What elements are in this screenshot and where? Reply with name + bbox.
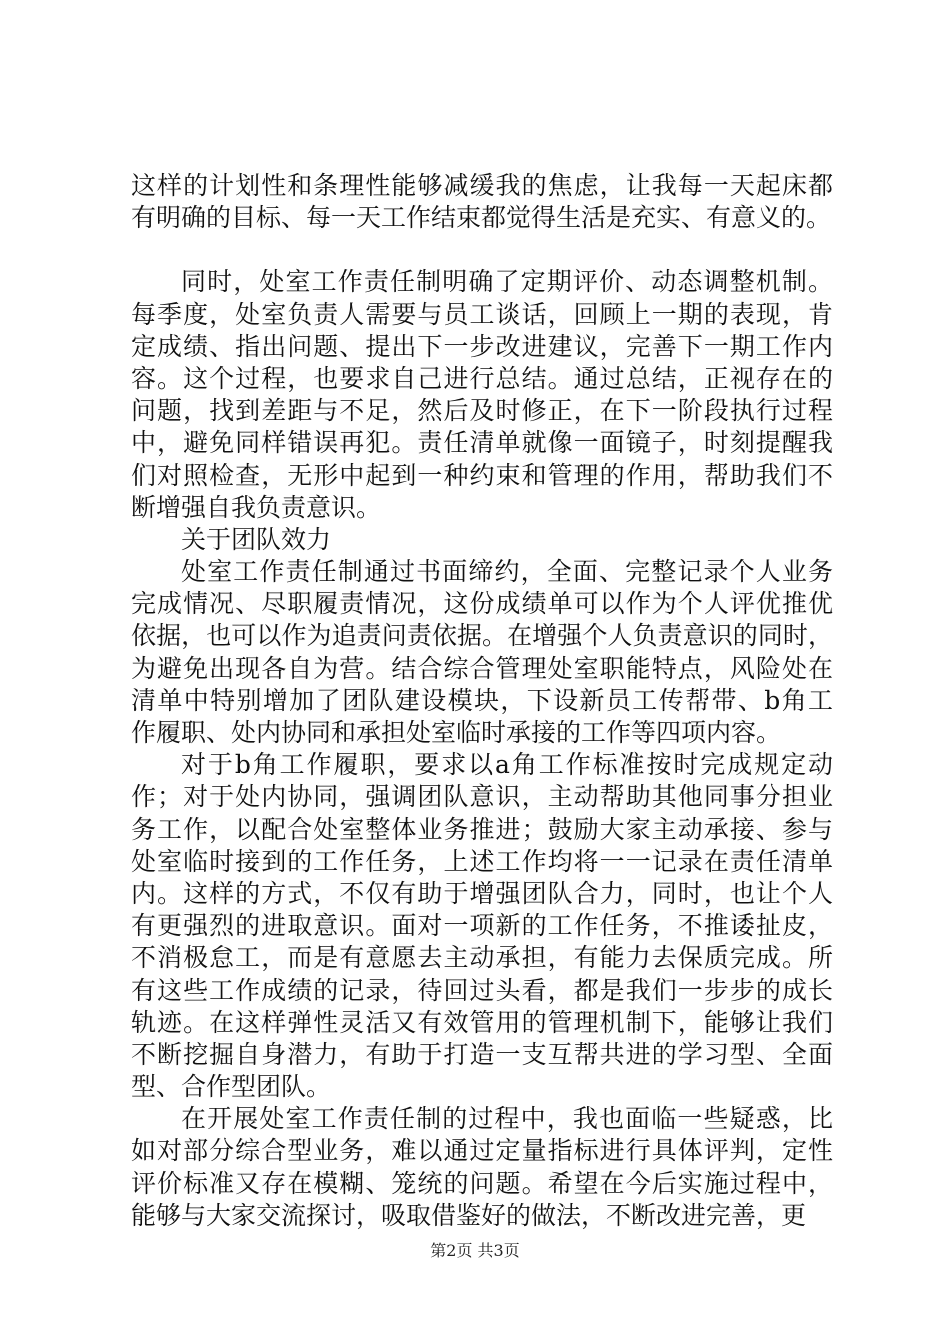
- text-line: 同时，处室工作责任制明确了定期评价、动态调整机制。: [181, 267, 833, 297]
- paragraph: [131, 749, 833, 1103]
- page-footer: 第2页 共3页: [430, 1241, 520, 1260]
- text-line: 断增强自我负责意识。: [131, 492, 382, 522]
- paragraph: [131, 1103, 833, 1232]
- text-line: 每季度，处室负责人需要与员工谈话，回顾上一期的表现，肯: [131, 299, 833, 329]
- text-line: 内。这样的方式，不仅有助于增强团队合力，同时，也让个人: [131, 878, 833, 908]
- text-line: 如对部分综合型业务，难以通过定量指标进行具体评判，定性: [131, 1136, 833, 1166]
- text-line: 问题，找到差距与不足，然后及时修正，在下一阶段执行过程: [131, 396, 833, 426]
- text-line: 有这些工作成绩的记录，待回过头看，都是我们一步步的成长: [131, 975, 833, 1005]
- text-line: 关于团队效力: [181, 524, 332, 554]
- text-line: 对于b角工作履职，要求以a角工作标准按时完成规定动: [181, 750, 833, 780]
- text-line: 型、合作型团队。: [131, 1072, 332, 1102]
- paragraph: [131, 524, 833, 556]
- text-line: 们对照检查，无形中起到一种约束和管理的作用，帮助我们不: [131, 460, 833, 490]
- text-line: 轨迹。在这样弹性灵活又有效管用的管理机制下，能够让我们: [131, 1007, 833, 1037]
- text-line: 完成情况、尽职履责情况，这份成绩单可以作为个人评优推优: [131, 589, 833, 619]
- document-body: [131, 170, 833, 1232]
- text-line: 评价标准又存在模糊、笼统的问题。希望在今后实施过程中，: [131, 1168, 833, 1198]
- text-line: 有更强烈的进取意识。面对一项新的工作任务，不推诿扯皮，: [131, 911, 833, 941]
- paragraph: [131, 556, 833, 749]
- paragraph: [131, 170, 833, 234]
- text-line: 定成绩、指出问题、提出下一步改进建议，完善下一期工作内: [131, 331, 833, 361]
- text-line: 不断挖掘自身潜力，有助于打造一支互帮共进的学习型、全面: [131, 1039, 833, 1069]
- text-line: 处室临时接到的工作任务，上述工作均将一一记录在责任清单: [131, 846, 833, 876]
- paragraph: [131, 266, 833, 524]
- text-line: 在开展处室工作责任制的过程中，我也面临一些疑惑，比: [181, 1104, 833, 1134]
- text-line: 处室工作责任制通过书面缔约，全面、完整记录个人业务: [181, 557, 833, 587]
- text-line: 作；对于处内协同，强调团队意识，主动帮助其他同事分担业: [131, 782, 833, 812]
- text-line: 能够与大家交流探讨，吸取借鉴好的做法，不断改进完善，更: [131, 1200, 807, 1230]
- text-line: 不消极怠工，而是有意愿去主动承担，有能力去保质完成。所: [131, 943, 833, 973]
- text-line: 务工作，以配合处室整体业务推进；鼓励大家主动承接、参与: [131, 814, 833, 844]
- text-line: 容。这个过程，也要求自己进行总结。通过总结，正视存在的: [131, 363, 833, 393]
- text-line: 清单中特别增加了团队建设模块，下设新员工传帮带、b角工: [131, 685, 833, 715]
- text-line: 作履职、处内协同和承担处室临时承接的工作等四项内容。: [131, 718, 782, 747]
- text-line: 中，避免同样错误再犯。责任清单就像一面镜子，时刻提醒我: [131, 428, 833, 458]
- text-line: 有明确的目标、每一天工作结束都觉得生活是充实、有意义的。: [131, 203, 832, 233]
- text-line: 为避免出现各自为营。结合综合管理处室职能特点，风险处在: [131, 653, 833, 683]
- paragraph-spacer: [131, 234, 833, 266]
- text-line: 这样的计划性和条理性能够减缓我的焦虑，让我每一天起床都: [131, 171, 833, 200]
- text-line: 依据，也可以作为追责问责依据。在增强个人负责意识的同时，: [131, 621, 833, 651]
